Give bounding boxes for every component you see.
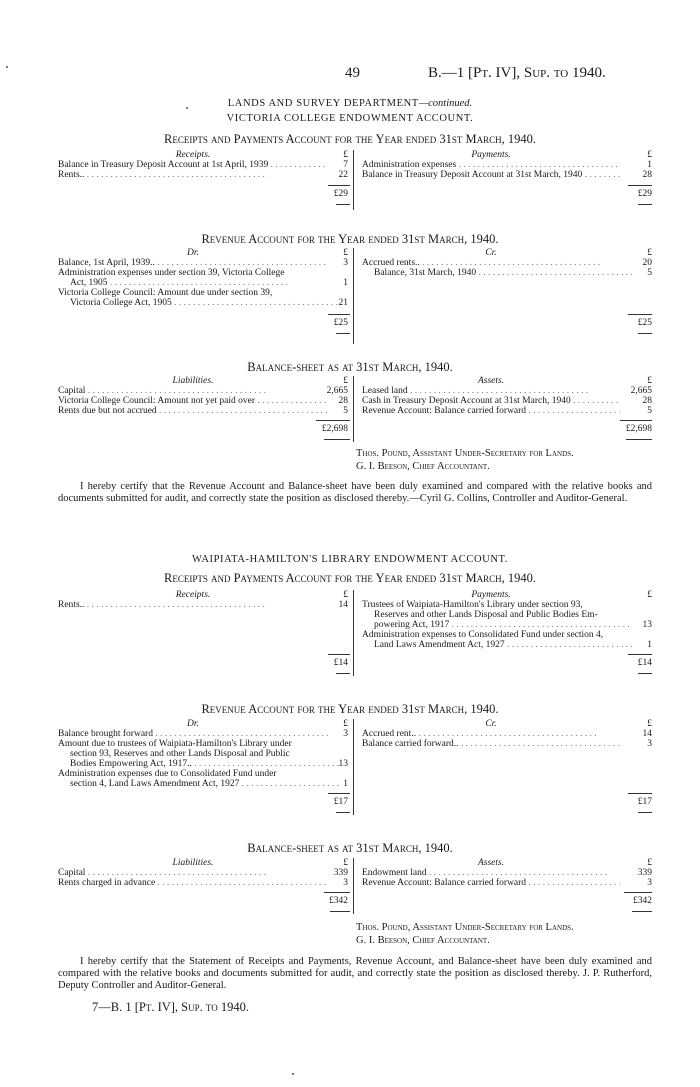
entry-text: Balance, 31st March, 1940 . . — [362, 268, 632, 278]
total-rule — [324, 892, 350, 893]
entry-text: section 4, Land Laws Amendment Act, 1927 . . — [58, 779, 340, 789]
statement-title: Balance-sheet as at 31st March, 1940. — [247, 841, 453, 855]
right-head: Cr. — [485, 719, 497, 729]
column-heads — [58, 150, 653, 160]
entry-text: Land Laws Amendment Act, 1927 . . — [362, 640, 632, 650]
entry-text: Administration expenses under section 39, Victoria College — [58, 268, 285, 278]
department-heading — [0, 98, 700, 109]
entry-amount: 20 — [642, 258, 652, 268]
entry-text: Trustees of Waipiata-Hamilton's Library under section 93, — [362, 600, 583, 610]
right-head: Assets. — [477, 858, 505, 868]
entry-text: powering Act, 1917 . . — [362, 620, 632, 630]
signature-line: G. I. Beeson, Chief Accountant. — [356, 461, 490, 472]
table-row — [58, 278, 653, 288]
footer-reference: 7—B. 1 [Pt. IV], Sup. to 1940. — [92, 1000, 249, 1014]
statement-table — [58, 590, 653, 668]
table-row — [58, 878, 653, 888]
entry-text: Administration expenses . . — [362, 160, 620, 170]
entry-text: Victoria College Council: Amount due under section 39, — [58, 288, 273, 298]
entry-text: Balance in Treasury Deposit Account at 31st March, 1940 . . — [362, 170, 620, 180]
table-row — [58, 759, 653, 769]
table-row — [58, 406, 653, 416]
total-underline — [336, 812, 350, 813]
entry-text: Bodies Empowering Act, 1917.. . . — [58, 759, 340, 769]
column-heads — [58, 590, 653, 600]
total-rule — [328, 654, 350, 655]
currency: £ — [343, 376, 348, 386]
entry-text: Balance, 1st April, 1939.. . . — [58, 258, 328, 268]
entry-text: Accrued rents.. . . — [362, 258, 620, 268]
entry-amount: 14 — [338, 600, 348, 610]
entry-amount: 1 — [343, 779, 348, 789]
table-row — [58, 298, 653, 308]
total-right: £14 — [637, 658, 652, 668]
continued-label: —continued. — [418, 98, 473, 109]
total-rule — [328, 793, 350, 794]
total-underline — [330, 911, 350, 912]
total-rule — [328, 314, 350, 315]
entry-text: Rents.. . . — [58, 600, 328, 610]
entry-text: Balance brought forward . . — [58, 729, 328, 739]
total-underline — [638, 204, 652, 205]
table-row — [58, 396, 653, 406]
currency: £ — [343, 590, 348, 600]
right-head: Payments. — [471, 150, 511, 160]
entry-text: Reserves and other Lands Disposal and Public Bodies Em- — [374, 610, 598, 620]
table-row — [58, 268, 653, 278]
audit-certificate: I hereby certify that the Revenue Account and Balance-sheet have been duly examined and compared with the relative books and documents submitted for audit, and correctly state the position as disclosed thereby.—Cyril G. Collins, Controller and Auditor-General. — [58, 481, 652, 504]
entry-amount: 2,665 — [326, 386, 348, 396]
currency: £ — [343, 858, 348, 868]
page-speck — [6, 66, 8, 68]
left-head: Receipts. — [175, 150, 211, 160]
entry-amount: 13 — [642, 620, 652, 630]
page-reference: B.—1 [Pt. IV], Sup. to 1940. — [428, 65, 606, 81]
currency: £ — [647, 376, 652, 386]
total-rule — [624, 892, 652, 893]
statement-title: Revenue Account for the Year ended 31st March, 1940. — [201, 702, 499, 716]
total-left: £29 — [333, 189, 348, 199]
left-head: Dr. — [187, 248, 199, 258]
currency: £ — [647, 590, 652, 600]
total-rule — [328, 185, 350, 186]
entry-amount: 3 — [647, 739, 652, 749]
total-underline — [336, 673, 350, 674]
entry-text: Act, 1905 . . — [58, 278, 340, 288]
account-title: VICTORIA COLLEGE ENDOWMENT ACCOUNT. — [226, 113, 474, 124]
table-row — [58, 630, 653, 640]
entry-text: Capital . . — [58, 868, 328, 878]
table-row — [58, 769, 653, 779]
total-rule — [316, 420, 350, 421]
total-underline — [324, 439, 350, 440]
total-underline — [638, 673, 652, 674]
entry-amount: 5 — [343, 406, 348, 416]
statement-table — [58, 719, 653, 807]
entry-amount: 3 — [343, 729, 348, 739]
entry-text: Accrued rent.. . . — [362, 729, 620, 739]
entry-amount: 3 — [343, 258, 348, 268]
left-head: Liabilities. — [172, 376, 214, 386]
statement-table — [58, 858, 653, 906]
column-heads — [58, 719, 653, 729]
entry-amount: 28 — [642, 170, 652, 180]
currency: £ — [647, 150, 652, 160]
table-row — [58, 749, 653, 759]
table-row — [58, 610, 653, 620]
entry-text: Victoria College Council: Amount not yet paid over . . — [58, 396, 328, 406]
statement-title: Balance-sheet as at 31st March, 1940. — [247, 360, 453, 374]
entry-amount: 339 — [637, 868, 652, 878]
table-row — [58, 600, 653, 610]
total-left: £342 — [329, 896, 348, 906]
entry-amount: 28 — [642, 396, 652, 406]
column-heads — [58, 858, 653, 868]
total-left: £25 — [333, 318, 348, 328]
entry-amount: 13 — [338, 759, 348, 769]
total-rule — [620, 420, 652, 421]
currency: £ — [343, 150, 348, 160]
left-head: Dr. — [187, 719, 199, 729]
table-row — [58, 868, 653, 878]
right-head: Assets. — [477, 376, 505, 386]
account-title: WAIPIATA-HAMILTON'S LIBRARY ENDOWMENT ACCOUNT. — [191, 554, 509, 565]
entry-text: Balance in Treasury Deposit Account at 1st April, 1939 . . — [58, 160, 328, 170]
entry-amount: 14 — [642, 729, 652, 739]
total-rule — [628, 793, 652, 794]
entry-amount: 1 — [647, 160, 652, 170]
currency: £ — [343, 719, 348, 729]
entry-amount: 3 — [647, 878, 652, 888]
total-right: £17 — [637, 797, 652, 807]
total-underline — [336, 333, 350, 334]
page-speck — [292, 1073, 294, 1075]
table-row — [58, 160, 653, 170]
entry-text: Administration expenses to Consolidated Fund under section 4, — [362, 630, 604, 640]
table-row — [58, 288, 653, 298]
entry-text: Cash in Treasury Deposit Account at 31st March, 1940 . . — [362, 396, 620, 406]
currency: £ — [647, 248, 652, 258]
entry-text: Rents charged in advance . . — [58, 878, 328, 888]
signature-line: Thos. Pound, Assistant Under-Secretary for Lands. — [356, 448, 574, 459]
statement-title: Receipts and Payments Account for the Year ended 31st March, 1940. — [164, 571, 536, 585]
entry-amount: 339 — [333, 868, 348, 878]
entry-text: Administration expenses due to Consolidated Fund under — [58, 769, 277, 779]
table-row — [58, 258, 653, 268]
total-underline — [638, 812, 652, 813]
audit-certificate: I hereby certify that the Statement of Receipts and Payments, Revenue Account, and Balance-sheet have been duly examined and compared with the relative books and documents submitted for audit, and correctly state the position as disclosed thereby. J. P. Rutherford, Deputy Controller and Auditor-General. — [58, 956, 652, 991]
table-row — [58, 640, 653, 650]
total-right: £342 — [633, 896, 652, 906]
currency: £ — [647, 858, 652, 868]
total-underline — [632, 911, 652, 912]
left-head: Liabilities. — [172, 858, 214, 868]
currency: £ — [647, 719, 652, 729]
currency: £ — [343, 248, 348, 258]
total-right: £2,698 — [625, 424, 652, 434]
table-row — [58, 620, 653, 630]
signature-line: G. I. Beeson, Chief Accountant. — [356, 935, 490, 946]
table-row — [58, 170, 653, 180]
entry-text: Capital . . — [58, 386, 328, 396]
entry-text: Rents.. . . — [58, 170, 328, 180]
statement-table — [58, 150, 653, 199]
statement-title: Receipts and Payments Account for the Year ended 31st March, 1940. — [164, 132, 536, 146]
right-head: Payments. — [471, 590, 511, 600]
entry-text: Revenue Account: Balance carried forward . . — [362, 878, 620, 888]
table-row — [58, 779, 653, 789]
entry-text: Endowment land . . — [362, 868, 620, 878]
entry-amount: 3 — [343, 878, 348, 888]
right-head: Cr. — [485, 248, 497, 258]
total-right: £25 — [637, 318, 652, 328]
total-rule — [628, 185, 652, 186]
table-row — [58, 386, 653, 396]
total-left: £2,698 — [321, 424, 348, 434]
statement-table — [58, 248, 653, 328]
entry-amount: 22 — [338, 170, 348, 180]
total-rule — [628, 314, 652, 315]
total-rule — [628, 654, 652, 655]
entry-text: Revenue Account: Balance carried forward . . — [362, 406, 620, 416]
column-heads — [58, 248, 653, 258]
total-underline — [638, 333, 652, 334]
total-underline — [626, 439, 652, 440]
signature-line: Thos. Pound, Assistant Under-Secretary for Lands. — [356, 922, 574, 933]
left-head: Receipts. — [175, 590, 211, 600]
total-right: £29 — [637, 189, 652, 199]
entry-amount: 1 — [647, 640, 652, 650]
entry-amount: 5 — [647, 406, 652, 416]
table-row — [58, 739, 653, 749]
entry-amount: 1 — [343, 278, 348, 288]
entry-amount: 21 — [338, 298, 348, 308]
total-left: £17 — [333, 797, 348, 807]
entry-amount: 7 — [343, 160, 348, 170]
total-underline — [336, 204, 350, 205]
entry-text: Rents due but not accrued . . — [58, 406, 328, 416]
entry-text: section 93, Reserves and other Lands Disposal and Public — [70, 749, 290, 759]
entry-text: Victoria College Act, 1905 . . — [58, 298, 340, 308]
entry-text: Balance carried forward.. . . — [362, 739, 620, 749]
department-name: LANDS AND SURVEY DEPARTMENT — [227, 98, 419, 109]
table-row — [58, 729, 653, 739]
entry-text: Amount due to trustees of Waipiata-Hamilton's Library under — [58, 739, 292, 749]
statement-table — [58, 376, 653, 434]
entry-amount: 5 — [647, 268, 652, 278]
total-left: £14 — [333, 658, 348, 668]
entry-amount: 28 — [338, 396, 348, 406]
entry-amount: 2,665 — [630, 386, 652, 396]
statement-title: Revenue Account for the Year ended 31st March, 1940. — [201, 232, 499, 246]
page-number: 49 — [345, 65, 360, 81]
column-heads — [58, 376, 653, 386]
entry-text: Leased land . . — [362, 386, 620, 396]
